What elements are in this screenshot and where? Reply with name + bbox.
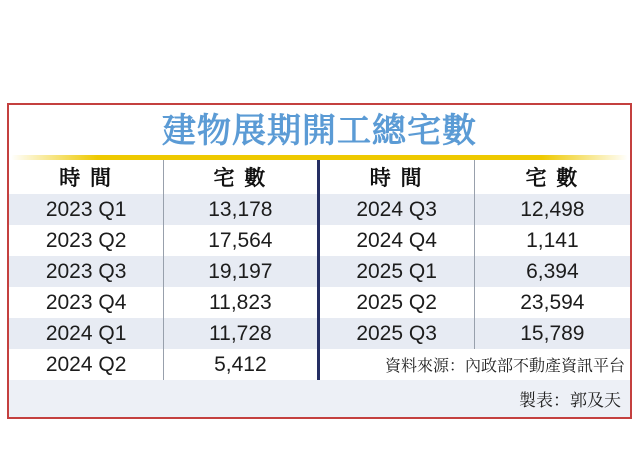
table-cell-quarter: 2024 Q1 (9, 318, 164, 349)
table-row (9, 349, 630, 380)
table-cell-count: 15,789 (520, 321, 585, 345)
column-header-count-right: 宅 數 (525, 167, 580, 190)
table-cell-count: 1,141 (526, 228, 579, 252)
table-cell-quarter: 2025 Q1 (320, 256, 475, 287)
column-header-count-left: 宅 數 (164, 160, 319, 194)
credit-row (9, 380, 630, 417)
table-cell-count: 11,823 (164, 287, 319, 318)
table-cell-quarter: 2023 Q4 (9, 287, 164, 318)
table-row (9, 287, 630, 318)
table-cell-count: 12,498 (520, 197, 585, 221)
page-title: 建物展期開工總宅數 (162, 112, 477, 150)
table-cell-count: 11,728 (164, 318, 319, 349)
table-header-row (9, 160, 630, 194)
table-cell-count: 6,394 (526, 259, 579, 283)
table-row (9, 194, 630, 225)
table-row (9, 225, 630, 256)
column-header-time-right: 時 間 (320, 160, 475, 194)
table-row (9, 256, 630, 287)
table-cell-quarter: 2023 Q3 (9, 256, 164, 287)
table-cell-quarter: 2024 Q3 (320, 194, 475, 225)
credit-label: 製表：郭及天 (519, 391, 621, 410)
table-cell-quarter: 2024 Q2 (9, 349, 164, 380)
table-cell-count: 19,197 (164, 256, 319, 287)
table-cell-quarter: 2024 Q4 (320, 225, 475, 256)
table-cell-count: 23,594 (520, 290, 585, 314)
table-cell-count: 13,178 (164, 194, 319, 225)
table-cell-count: 17,564 (164, 225, 319, 256)
table-row (9, 318, 630, 349)
table-cell-quarter: 2025 Q3 (320, 318, 475, 349)
source-note: 資料來源：內政部不動產資訊平台 (384, 358, 625, 375)
table-cell-quarter: 2023 Q2 (9, 225, 164, 256)
table-cell-quarter: 2023 Q1 (9, 194, 164, 225)
table-cell-quarter: 2025 Q2 (320, 287, 475, 318)
column-header-time-left: 時 間 (9, 160, 164, 194)
table-cell-count: 5,412 (164, 349, 319, 380)
data-table-panel (7, 103, 632, 419)
